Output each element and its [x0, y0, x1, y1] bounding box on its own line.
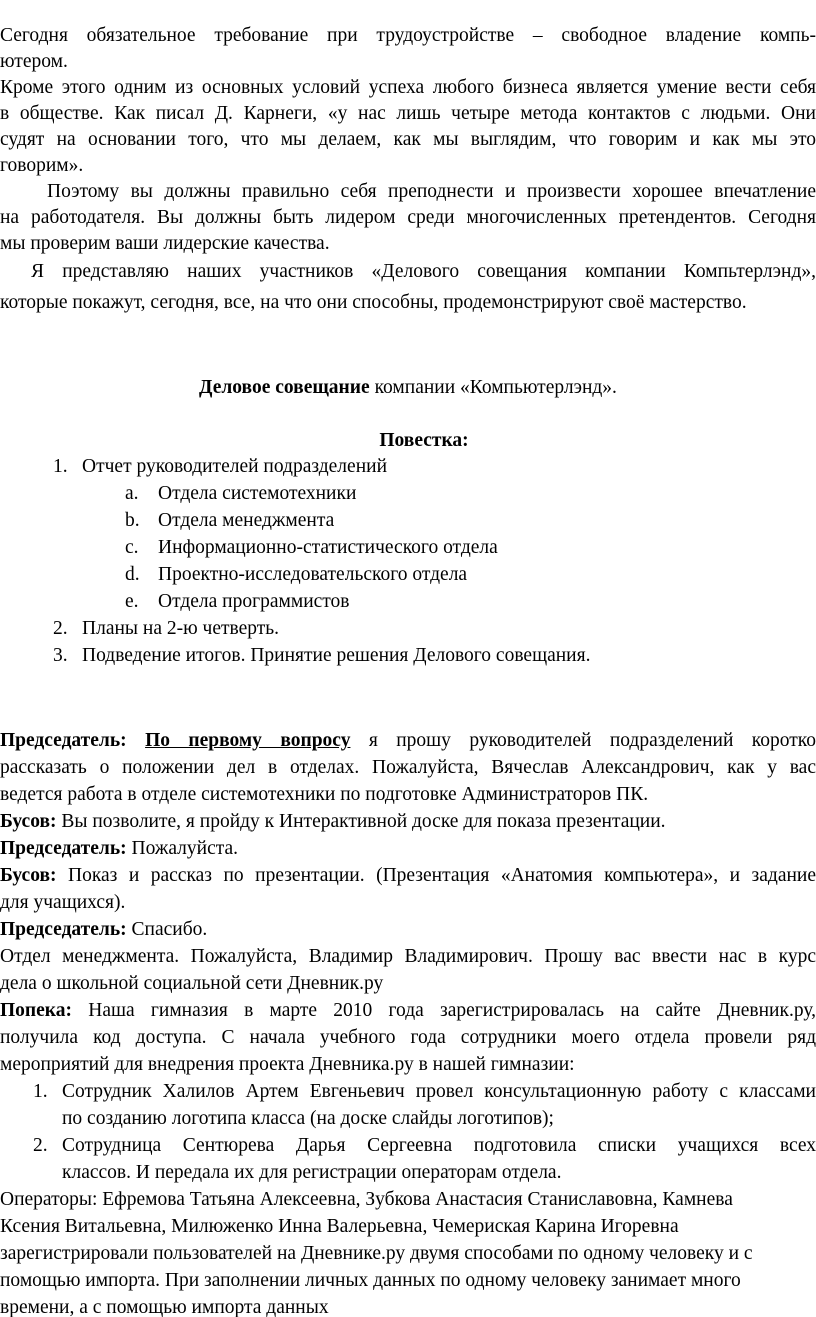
- agenda-subitem-letter: e.: [125, 591, 139, 612]
- chair-question-line1: [0, 728, 816, 754]
- agenda-subitem-letter: a.: [125, 483, 139, 504]
- speaker-label: Председатель:: [0, 730, 127, 751]
- agenda-subitem-text: Информационно-статистического отдела: [158, 537, 498, 558]
- agenda-subitem-letter: b.: [125, 510, 140, 531]
- list-item-line1: Сотрудница Сентюрева Дарья Сергеевна подготовила списки учащихся всех: [62, 1135, 816, 1156]
- speaker-label: Председатель:: [0, 838, 127, 859]
- agenda-item-text: Отчет руководителей подразделений: [82, 456, 388, 477]
- list-item-line2: классов. И передала их для регистрации операторам отдела.: [62, 1162, 562, 1183]
- meeting-title: [0, 375, 816, 401]
- agenda-item-text: Планы на 2-ю четверть.: [82, 618, 280, 639]
- agenda-heading: Повестка:: [379, 430, 469, 451]
- operators-line1: Операторы: Ефремова Татьяна Алексеевна, Зубкова Анастасия Станиславовна, Камнева: [0, 1189, 733, 1210]
- busov-reply-2-line2: для учащихся).: [0, 892, 126, 913]
- list-item-line2: по созданию логотипа класса (на доске слайды логотипов);: [62, 1108, 554, 1129]
- agenda-item-number: 1.: [53, 456, 68, 477]
- operators-line4: помощью импорта. При заполнении личных данных по одному человеку занимает много: [0, 1270, 741, 1291]
- agenda-subitem-text: Отдела менеджмента: [158, 510, 335, 531]
- intro-p4-line1: Я представляю наших участников «Делового совещания компании Компьтерлэнд»,: [31, 261, 816, 282]
- chair-reply-2-text: Пожалуйста.: [126, 838, 239, 859]
- meeting-title-bold: Деловое совещание: [199, 377, 370, 398]
- intro-p1-line2: ютером.: [0, 51, 68, 72]
- agenda-subitem-letter: d.: [125, 564, 140, 585]
- chair-reply-3: [0, 917, 816, 943]
- list-item-number: 1.: [33, 1081, 48, 1102]
- agenda-subitem-letter: c.: [125, 537, 139, 558]
- popeka-line2: получила код доступа. С начала учебного года сотрудники моего отдела провели ряд: [0, 1027, 816, 1048]
- intro-p1-line1: Сегодня обязательное требование при трудоустройстве – свободное владение компь-: [0, 25, 816, 46]
- chair-reply-2: [0, 836, 816, 862]
- chair-question-line3: ведется работа в отделе системотехники по подготовке Администраторов ПК.: [0, 784, 649, 805]
- agenda-item-number: 3.: [53, 645, 68, 666]
- first-question-label: По первому вопросу: [145, 730, 351, 751]
- intro-p3-line3: мы проверим ваши лидерские качества.: [0, 233, 330, 254]
- intro-p3-line1: Поэтому вы должны правильно себя преподнести и произвести хорошее впечатление: [47, 181, 816, 202]
- operators-line3: зарегистрировали пользователей на Дневнике.ру двумя способами по одному человеку и с: [0, 1243, 753, 1264]
- agenda-item-text: Подведение итогов. Принятие решения Делового совещания.: [82, 645, 591, 666]
- speaker-label: Председатель:: [0, 919, 127, 940]
- list-item-line1: Сотрудник Халилов Артем Евгеньевич провел консультационную работу с классами: [62, 1081, 816, 1102]
- agenda-subitem-text: Отдела системотехники: [158, 483, 357, 504]
- management-line2: дела о школьной социальной сети Дневник.ру: [0, 973, 384, 994]
- list-item-number: 2.: [33, 1135, 48, 1156]
- chair-question-line2: рассказать о положении дел в отделах. Пожалуйста, Вячеслав Александрович, как у вас: [0, 757, 816, 778]
- meeting-title-rest: компании «Компьютерлэнд».: [369, 377, 617, 398]
- agenda-subitem-text: Проектно-исследовательского отдела: [158, 564, 468, 585]
- speaker-label: Бусов:: [0, 811, 57, 832]
- popeka-line1: [0, 998, 816, 1024]
- operators-line2: Ксения Витальевна, Милюженко Инна Валерьевна, Чемериская Карина Игоревна: [0, 1216, 679, 1237]
- speaker-label: Попека:: [0, 1000, 72, 1021]
- intro-p4-line2: которые покажут, сегодня, все, на что они способны, продемонстрируют своё мастерство.: [0, 292, 747, 313]
- popeka-line3: мероприятий для внедрения проекта Дневника.ру в нашей гимназии:: [0, 1054, 575, 1075]
- busov-reply-1: [0, 809, 816, 835]
- intro-p2-line4: говорим».: [0, 155, 84, 176]
- agenda-subitem-text: Отдела программистов: [158, 591, 350, 612]
- intro-p3-line2: на работодателя. Вы должны быть лидером среди многочисленных претендентов. Сегодня: [0, 207, 816, 228]
- operators-line5: времени, а с помощью импорта данных: [0, 1297, 329, 1317]
- popeka-line1-text: Наша гимназия в марте 2010 года зарегистрировалась на сайте Дневник.ру,: [72, 1000, 816, 1021]
- intro-p2-line1: Кроме этого одним из основных условий успеха любого бизнеса является умение вести себя: [0, 77, 816, 98]
- busov-reply-2-text: Показ и рассказ по презентации. (Презентация «Анатомия компьютера», и задание: [56, 865, 816, 886]
- busov-reply-2-line1: [0, 863, 816, 889]
- management-line1: Отдел менеджмента. Пожалуйста, Владимир Владимирович. Прошу вас ввести нас в курс: [0, 946, 816, 967]
- chair-question-text: я прошу руководителей подразделений коротко: [368, 730, 816, 751]
- intro-p2-line2: в обществе. Как писал Д. Карнеги, «у нас лишь четыре метода контактов с людьми. Они: [0, 103, 816, 124]
- busov-reply-1-text: Вы позволите, я пройду к Интерактивной доске для показа презентации.: [56, 811, 666, 832]
- chair-reply-3-text: Спасибо.: [126, 919, 208, 940]
- agenda-item-number: 2.: [53, 618, 68, 639]
- intro-p2-line3: судят на основании того, что мы делаем, как мы выглядим, что говорим и как мы это: [0, 129, 816, 150]
- speaker-label: Бусов:: [0, 865, 57, 886]
